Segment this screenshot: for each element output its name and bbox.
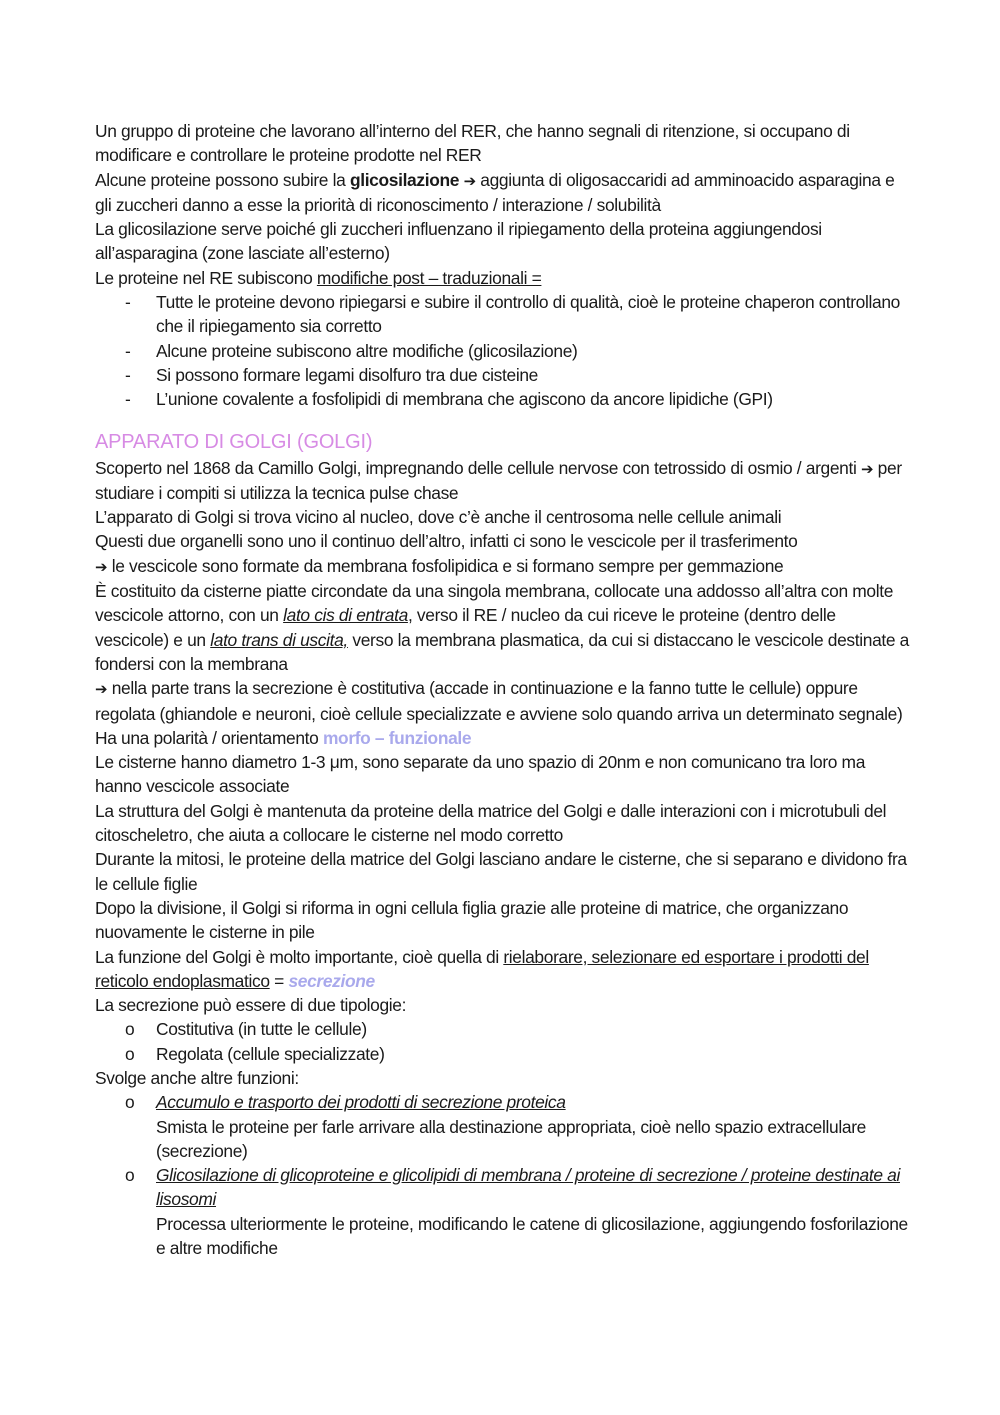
paragraph-continuity: Questi due organelli sono uno il continuo dell’altro, infatti ci sono le vescicole per il trasferimento [95,531,798,552]
paragraph-function: La funzione del Golgi è molto importante, cioè quella di rielaborare, selezionare ed esportare i prodotti del reticolo endoplasmatico = secrezione [95,946,869,991]
paragraph-secretion-types: ➔ nella parte trans la secrezione è costitutiva (accade in continuazione e la fanno tutte le cellule) oppure regolata (ghiandole e neuroni, cioè cellule specializzate e avviene solo quando arriva un determinato segnale) [95,678,903,724]
paragraph-mitosis: Durante la mitosi, le proteine della matrice del Golgi lasciano andare le cisterne, che si separano e dividono fra le cellule figlie [95,849,907,894]
term-lato-trans: lato trans di uscita, [210,629,348,650]
paragraph-polarity: Ha una polarità / orientamento morfo – funzionale [95,727,472,748]
dash-bullet: - [125,364,131,385]
paragraph-cisternae-size: Le cisterne hanno diametro 1-3 μm, sono separate da uno spazio di 20nm e non comunicano tra loro ma hanno vescicole associate [95,752,866,797]
arrow-icon: ➔ [463,171,476,190]
term-glicosilazione: glicosilazione [349,169,460,190]
list-item: o Regolata (cellule specializzate) [95,1042,910,1066]
circle-bullet: o [125,1092,135,1113]
paragraph-structure: È costituito da cisterne piatte circondate da una singola membrana, collocate una addosso all’altra con molte vescicole attorno, con un lato cis di entrata, verso il RE / nucleo da cui riceve le proteine (dentro delle vescicole) e un lato trans di uscita, verso la membrana plasmatica, da cui si distaccano le vescicole destinate a fondersi con la membrana [95,581,909,674]
function-description: Smista le proteine per farle arrivare alla destinazione appropriata, cioè nello spazio extracellulare (secrezione) [156,1116,866,1161]
arrow-icon: ➔ [95,557,108,576]
circle-bullet: o [125,1165,135,1186]
term-lato-cis: lato cis di entrata [283,605,408,626]
dash-bullet: - [125,340,131,361]
circle-bullet: o [125,1019,135,1040]
function-title: Accumulo e trasporto dei prodotti di secrezione proteica [156,1092,566,1113]
function-description: Processa ulteriormente le proteine, modificando le catene di glicosilazione, aggiungendo fosforilazione e altre modifiche [156,1213,908,1259]
paragraph-two-types: La secrezione può essere di due tipologie: [95,995,407,1016]
circle-list-secretion [95,1017,910,1066]
paragraph-glycosylation-purpose: La glicosilazione serve poiché gli zuccheri influenzano il ripiegamento della proteina aggiungendosi all’asparagina (zone lasciate all’esterno) [95,219,822,264]
list-item: - L’unione covalente a fosfolipidi di membrana che agiscono da ancore lipidiche (GPI) [95,387,910,411]
term-rielaborare: rielaborare, selezionare ed esportare i prodotti del reticolo endoplasmatico [95,946,869,991]
paragraph-matrix: La struttura del Golgi è mantenuta da proteine della matrice del Golgi e dalle interazioni con i microtubuli del citoscheletro, che aiuta a collocare le cisterne nel modo corretto [95,800,887,846]
dash-list [95,290,910,411]
circle-bullet: o [125,1043,135,1064]
term-modifiche-post-traduzionali: modifiche post – traduzionali = [316,267,542,288]
arrow-icon: ➔ [95,680,108,699]
paragraph-location: L’apparato di Golgi si trova vicino al nucleo, dove c’è anche il centrosoma nelle cellule animali [95,507,782,528]
list-item: - Tutte le proteine devono ripiegarsi e subire il controllo di qualità, cioè le proteine chaperon controllano che il ripiegamento sia corretto [125,292,900,337]
paragraph-vesicles: ➔ le vescicole sono formate da membrana fosfolipidica e si formano sempre per gemmazione [95,555,784,576]
list-item [95,1163,910,1212]
circle-list-functions [95,1090,910,1260]
list-item [95,1090,910,1114]
function-title: Glicosilazione di glicoproteine e glicolipidi di membrana / proteine di secrezione / proteine destinate ai lisosomi [156,1165,900,1210]
dash-bullet: - [125,389,131,410]
term-morfo-funzionale: morfo – funzionale [322,727,472,748]
paragraph-glycosylation: Alcune proteine possono subire la glicosilazione ➔ aggiunta di oligosaccaridi ad amminoacido asparagina e gli zuccheri danno a esse la priorità di riconoscimento / interazione / solubilità [95,169,895,215]
term-secrezione: secrezione [288,970,375,991]
dash-bullet: - [125,292,131,313]
list-item: o Costitutiva (in tutte le cellule) [95,1017,910,1041]
list-item: - Si possono formare legami disolfuro tra due cisteine [95,363,910,387]
arrow-icon: ➔ [860,459,874,478]
paragraph-other-functions: Svolge anche altre funzioni: [95,1067,299,1088]
paragraph-discovery: Scoperto nel 1868 da Camillo Golgi, impregnando delle cellule nervose con tetrossido di osmio / argenti ➔ per studiare i compiti si utilizza la tecnica pulse chase [95,457,902,503]
paragraph-ret-proteins: Un gruppo di proteine che lavorano all’interno del RER, che hanno segnali di ritenzione, si occupano di modificare e controllare le proteine prodotte nel RER [95,121,850,166]
paragraph-post-translational: Le proteine nel RE subiscono modifiche post – traduzionali = [95,267,542,288]
paragraph-reform: Dopo la divisione, il Golgi si riforma in ogni cellula figlia grazie alle proteine di matrice, che organizzano nuovamente le cisterne in pile [95,897,849,943]
section-heading-golgi: APPARATO DI GOLGI (GOLGI) [95,430,373,453]
document-page [95,119,910,1260]
list-item: - Alcune proteine subiscono altre modifiche (glicosilazione) [95,339,910,363]
